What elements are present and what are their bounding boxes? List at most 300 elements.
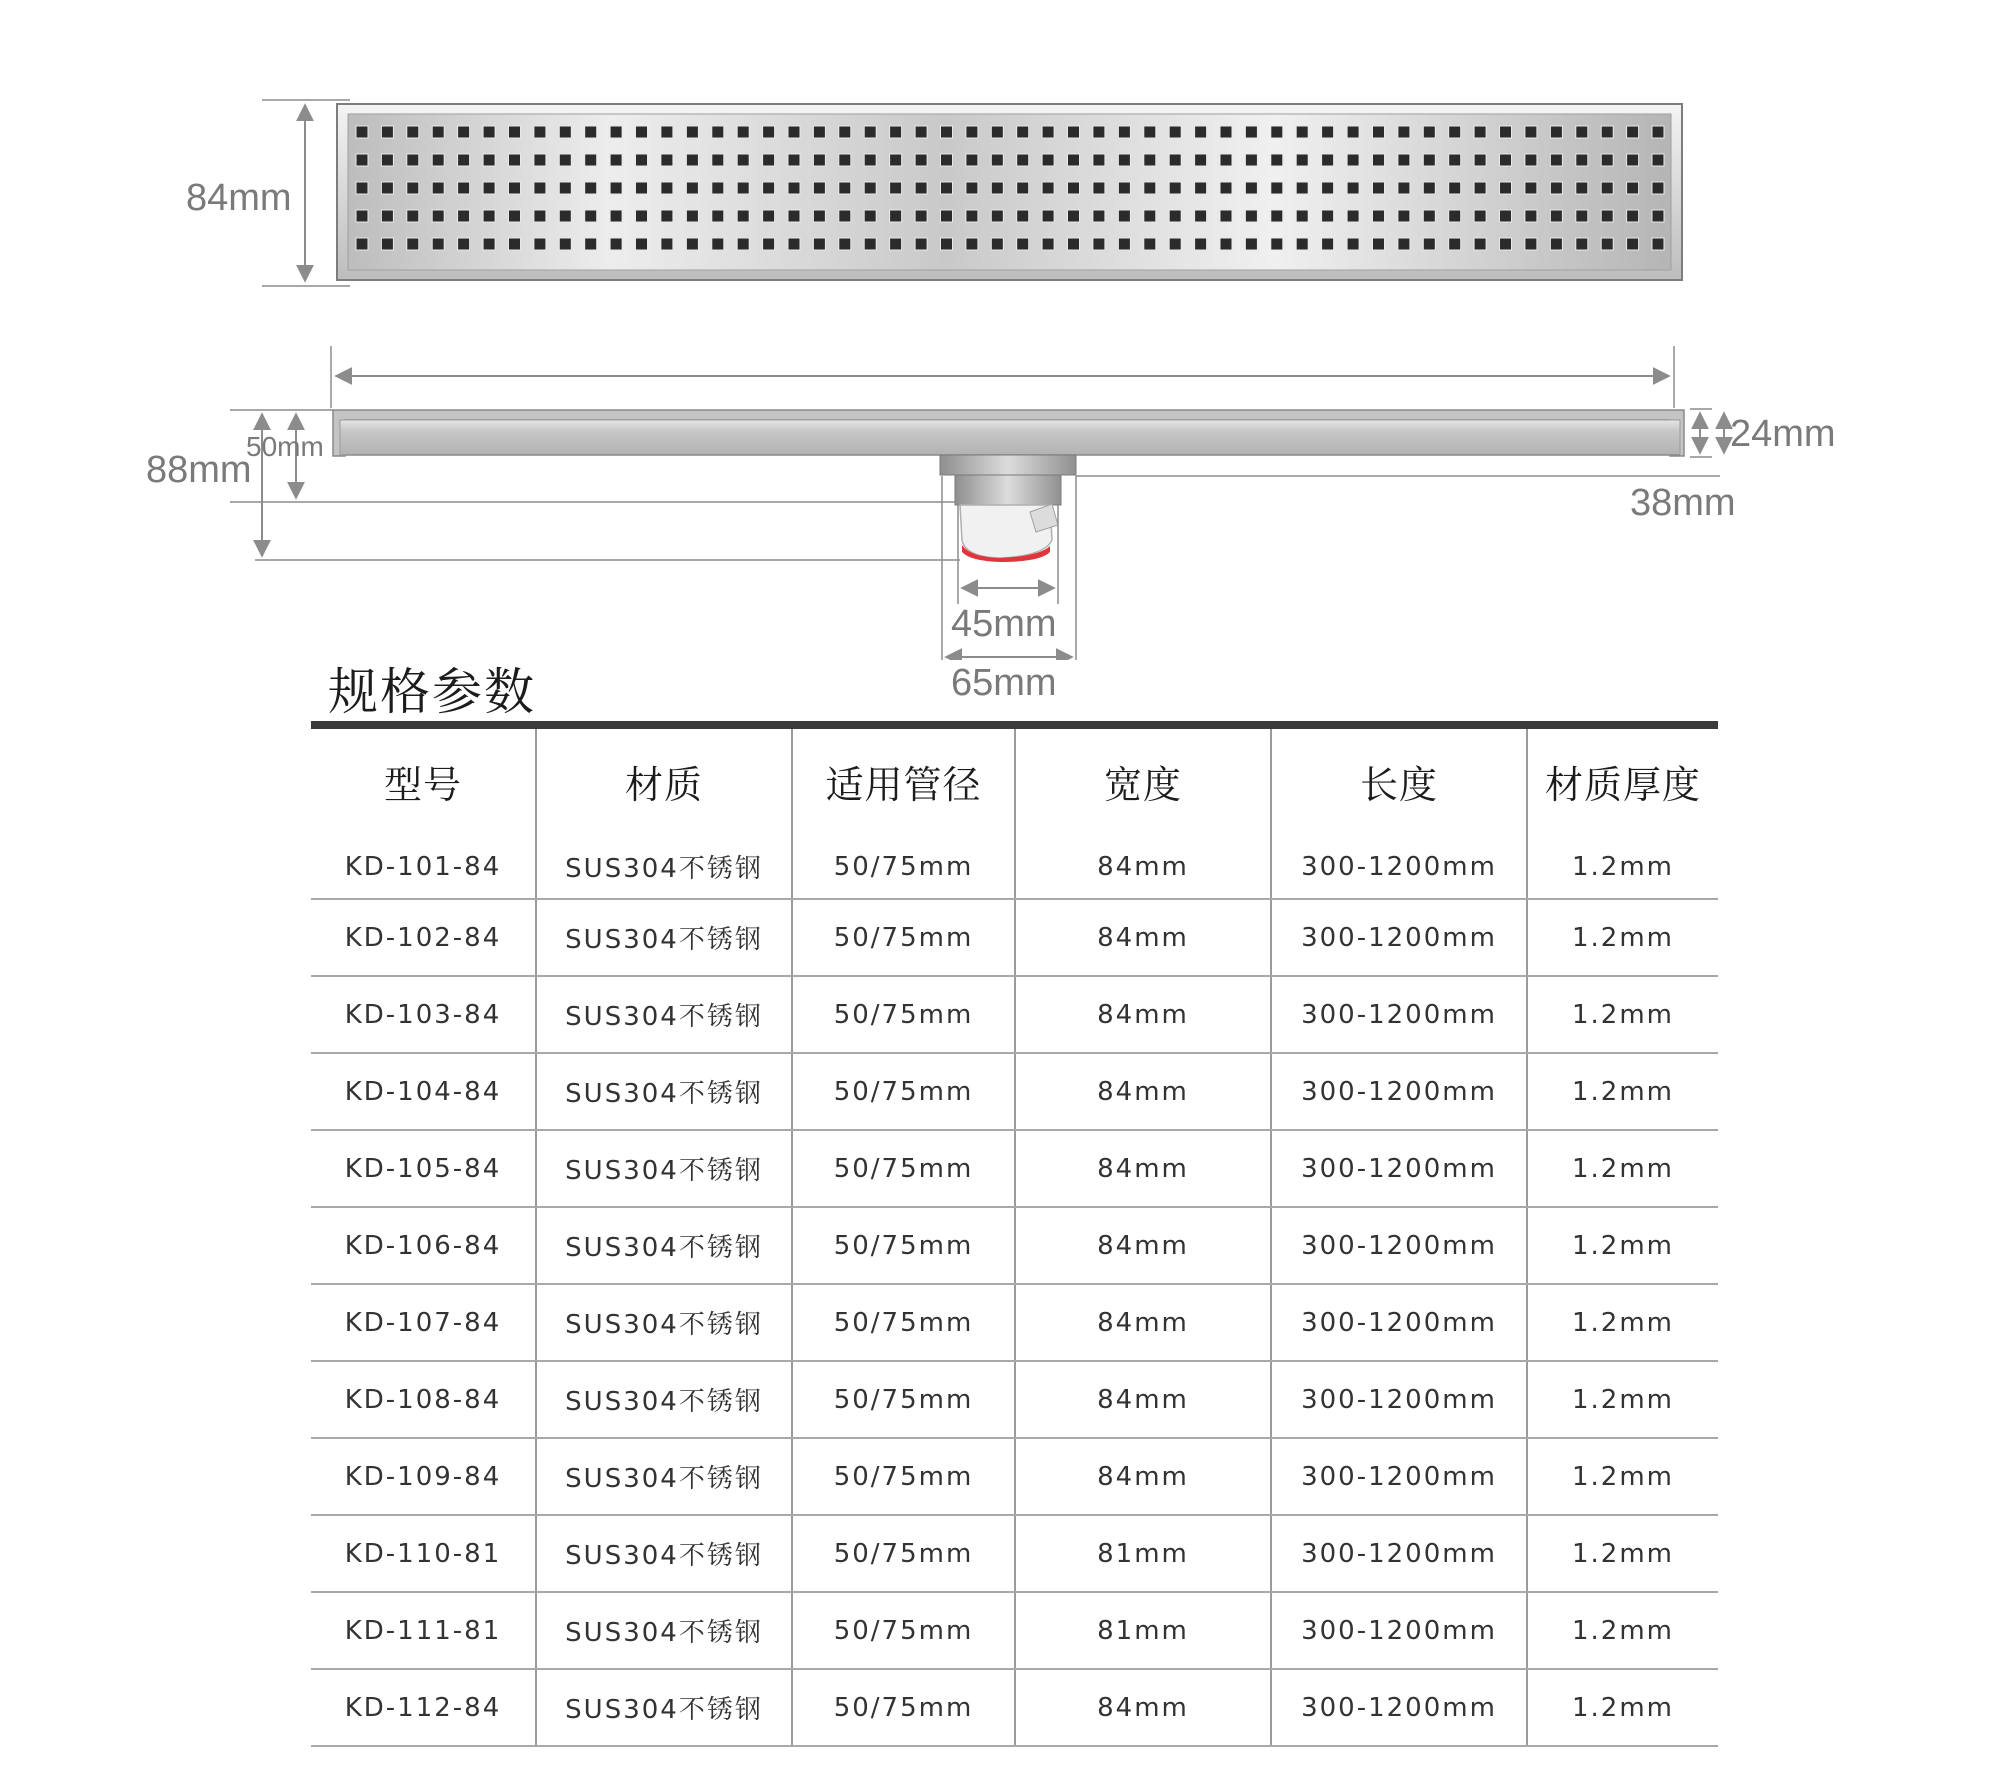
grate-hole xyxy=(1093,182,1105,194)
grate-hole xyxy=(1322,238,1334,250)
grate-hole xyxy=(610,126,622,138)
grate-hole xyxy=(813,210,825,222)
grate-hole xyxy=(1042,154,1054,166)
cell-model: KD-102-84 xyxy=(311,899,536,976)
cell-pipe-diameter: 50/75mm xyxy=(792,1438,1015,1515)
grate-hole xyxy=(458,154,470,166)
grate-hole xyxy=(1245,238,1257,250)
cell-model: KD-105-84 xyxy=(311,1130,536,1207)
grate-hole xyxy=(509,210,521,222)
grate-hole xyxy=(890,154,902,166)
grate-hole xyxy=(1296,154,1308,166)
grate-hole xyxy=(1627,126,1639,138)
grate-hole xyxy=(763,182,775,194)
grate-hole xyxy=(661,126,673,138)
cell-model: KD-101-84 xyxy=(311,835,536,899)
grate-hole xyxy=(381,126,393,138)
grate-hole xyxy=(1296,126,1308,138)
grate-hole xyxy=(1652,182,1664,194)
grate-hole xyxy=(1474,210,1486,222)
spec-table xyxy=(311,729,1718,1747)
grate-hole xyxy=(1474,238,1486,250)
grate-hole xyxy=(1500,126,1512,138)
header-model: 型号 xyxy=(311,729,536,835)
grate-hole xyxy=(1296,182,1308,194)
grate-hole xyxy=(661,182,673,194)
cell-thickness: 1.2mm xyxy=(1527,976,1718,1053)
grate-hole xyxy=(1627,238,1639,250)
grate-hole xyxy=(915,238,927,250)
grate-hole xyxy=(559,238,571,250)
grate-hole xyxy=(1068,182,1080,194)
grate-hole xyxy=(1500,238,1512,250)
grate-hole xyxy=(1245,182,1257,194)
grate-hole xyxy=(1449,238,1461,250)
cell-width: 84mm xyxy=(1015,1669,1271,1746)
table-row xyxy=(311,899,1718,976)
grate-hole xyxy=(991,154,1003,166)
grate-hole xyxy=(585,210,597,222)
cell-length: 300-1200mm xyxy=(1271,835,1527,899)
grate-hole xyxy=(941,182,953,194)
grate-hole xyxy=(1042,238,1054,250)
grate-hole xyxy=(483,126,495,138)
grate-hole xyxy=(1449,154,1461,166)
grate-hole xyxy=(712,126,724,138)
grate-hole xyxy=(509,238,521,250)
cell-length: 300-1200mm xyxy=(1271,1361,1527,1438)
grate-hole xyxy=(1144,238,1156,250)
grate-hole xyxy=(1525,182,1537,194)
grate-hole xyxy=(686,154,698,166)
cell-material: SUS304不锈钢 xyxy=(536,1592,792,1669)
grate-hole xyxy=(585,154,597,166)
grate-hole xyxy=(941,126,953,138)
grate-hole xyxy=(839,126,851,138)
cell-pipe-diameter: 50/75mm xyxy=(792,1361,1015,1438)
grate-hole xyxy=(1017,154,1029,166)
grate-hole xyxy=(1398,210,1410,222)
grate-hole xyxy=(991,238,1003,250)
grate-hole xyxy=(1144,154,1156,166)
grate-hole xyxy=(991,126,1003,138)
grate-hole xyxy=(1296,238,1308,250)
grate-hole xyxy=(1017,126,1029,138)
cell-pipe-diameter: 50/75mm xyxy=(792,1592,1015,1669)
grate-hole xyxy=(941,154,953,166)
header-pipe-diameter: 适用管径 xyxy=(792,729,1015,835)
grate-hole xyxy=(1322,182,1334,194)
grate-hole xyxy=(1576,154,1588,166)
header-length: 长度 xyxy=(1271,729,1527,835)
table-row xyxy=(311,1592,1718,1669)
cell-model: KD-104-84 xyxy=(311,1053,536,1130)
grate-hole xyxy=(1423,126,1435,138)
grate-hole xyxy=(381,238,393,250)
table-row xyxy=(311,1130,1718,1207)
cell-pipe-diameter: 50/75mm xyxy=(792,1669,1015,1746)
cell-pipe-diameter: 50/75mm xyxy=(792,1284,1015,1361)
grate-hole xyxy=(1144,210,1156,222)
grate-hole xyxy=(1068,154,1080,166)
grate-hole xyxy=(763,238,775,250)
grate-hole xyxy=(534,126,546,138)
grate-hole xyxy=(610,238,622,250)
grate-hole xyxy=(432,154,444,166)
grate-hole xyxy=(737,238,749,250)
grate-hole xyxy=(559,210,571,222)
grate-hole xyxy=(509,182,521,194)
cell-material: SUS304不锈钢 xyxy=(536,1207,792,1284)
cell-material: SUS304不锈钢 xyxy=(536,1669,792,1746)
grate-hole xyxy=(915,126,927,138)
grate-hole xyxy=(1245,210,1257,222)
grate-hole xyxy=(1474,182,1486,194)
grate-hole xyxy=(407,238,419,250)
grate-hole xyxy=(661,210,673,222)
grate-hole xyxy=(610,182,622,194)
cell-model: KD-112-84 xyxy=(311,1669,536,1746)
grate-hole xyxy=(1220,154,1232,166)
grate-hole xyxy=(1500,210,1512,222)
grate-hole xyxy=(1347,126,1359,138)
grate-hole xyxy=(1652,126,1664,138)
grate-hole xyxy=(991,210,1003,222)
cell-thickness: 1.2mm xyxy=(1527,1130,1718,1207)
grate-hole xyxy=(381,182,393,194)
grate-hole xyxy=(1144,126,1156,138)
cell-material: SUS304不锈钢 xyxy=(536,1053,792,1130)
cell-thickness: 1.2mm xyxy=(1527,835,1718,899)
cell-pipe-diameter: 50/75mm xyxy=(792,899,1015,976)
cell-width: 81mm xyxy=(1015,1515,1271,1592)
cell-model: KD-109-84 xyxy=(311,1438,536,1515)
grate-hole xyxy=(864,126,876,138)
grate-hole xyxy=(1373,238,1385,250)
grate-hole xyxy=(1118,126,1130,138)
grate-hole xyxy=(1169,126,1181,138)
product-drawing xyxy=(0,0,2000,660)
grate-hole xyxy=(1093,238,1105,250)
grate-hole xyxy=(686,210,698,222)
grate-hole xyxy=(1322,154,1334,166)
grate-hole xyxy=(890,210,902,222)
grate-hole xyxy=(458,126,470,138)
grate-hole xyxy=(407,154,419,166)
dim-outlet-offset-label: 38mm xyxy=(1630,482,1736,524)
cell-material: SUS304不锈钢 xyxy=(536,976,792,1053)
grate-hole xyxy=(1017,238,1029,250)
grate-hole xyxy=(966,238,978,250)
cell-length: 300-1200mm xyxy=(1271,899,1527,976)
grate-hole xyxy=(1449,126,1461,138)
grate-hole xyxy=(1169,238,1181,250)
table-row xyxy=(311,1669,1718,1746)
cell-material: SUS304不锈钢 xyxy=(536,1284,792,1361)
grate-hole xyxy=(788,210,800,222)
grate-hole xyxy=(1017,210,1029,222)
cell-width: 84mm xyxy=(1015,1130,1271,1207)
header-width: 宽度 xyxy=(1015,729,1271,835)
grate-hole xyxy=(356,210,368,222)
grate-hole xyxy=(712,238,724,250)
grate-hole xyxy=(1601,210,1613,222)
cell-pipe-diameter: 50/75mm xyxy=(792,976,1015,1053)
grate-hole xyxy=(1322,126,1334,138)
cell-length: 300-1200mm xyxy=(1271,1669,1527,1746)
cell-pipe-diameter: 50/75mm xyxy=(792,1207,1015,1284)
dim-profile-height-label: 24mm xyxy=(1730,413,1836,455)
grate-hole xyxy=(1118,182,1130,194)
spec-header-row xyxy=(311,729,1718,835)
grate-hole xyxy=(1118,154,1130,166)
grate-hole xyxy=(559,154,571,166)
grate-hole xyxy=(1042,210,1054,222)
grate-hole xyxy=(559,182,571,194)
grate-hole xyxy=(763,126,775,138)
grate-hole xyxy=(1169,210,1181,222)
grate-hole xyxy=(1576,126,1588,138)
grate-hole xyxy=(1398,182,1410,194)
cell-material: SUS304不锈钢 xyxy=(536,1130,792,1207)
cell-width: 84mm xyxy=(1015,976,1271,1053)
grate-hole xyxy=(407,182,419,194)
grate-hole xyxy=(1220,126,1232,138)
grate-hole xyxy=(941,210,953,222)
grate-hole xyxy=(1220,238,1232,250)
grate-hole xyxy=(1423,210,1435,222)
grate-hole xyxy=(1627,210,1639,222)
cell-width: 84mm xyxy=(1015,899,1271,976)
dim-outlet-outer-label: 65mm xyxy=(951,662,1057,704)
grate-hole xyxy=(509,126,521,138)
table-row xyxy=(311,1053,1718,1130)
dim-top-height-label: 84mm xyxy=(186,177,292,219)
grate-hole xyxy=(712,182,724,194)
cell-material: SUS304不锈钢 xyxy=(536,1438,792,1515)
grate-hole xyxy=(636,154,648,166)
grate-hole xyxy=(1525,210,1537,222)
drain-outlet xyxy=(940,455,1076,562)
grate-hole xyxy=(1195,210,1207,222)
grate-hole xyxy=(1144,182,1156,194)
grate-hole xyxy=(864,182,876,194)
grate-hole xyxy=(1347,154,1359,166)
cell-thickness: 1.2mm xyxy=(1527,1207,1718,1284)
grate-hole xyxy=(1169,182,1181,194)
grate-hole xyxy=(1398,154,1410,166)
grate-hole xyxy=(610,210,622,222)
cell-material: SUS304不锈钢 xyxy=(536,899,792,976)
grate-hole xyxy=(737,154,749,166)
grate-hole xyxy=(1423,238,1435,250)
grate-hole xyxy=(1068,238,1080,250)
grate-hole xyxy=(737,182,749,194)
dim-inner-height-label: 50mm xyxy=(246,431,324,462)
grate-hole xyxy=(915,154,927,166)
cell-length: 300-1200mm xyxy=(1271,1053,1527,1130)
grate-hole xyxy=(458,238,470,250)
grate-hole xyxy=(534,238,546,250)
grate-hole xyxy=(839,154,851,166)
spec-title: 规格参数 xyxy=(328,663,536,721)
grate-hole xyxy=(1373,210,1385,222)
grate-hole xyxy=(1525,154,1537,166)
top-view-grate xyxy=(348,114,1671,270)
grate-hole xyxy=(407,126,419,138)
cell-pipe-diameter: 50/75mm xyxy=(792,1130,1015,1207)
grate-hole xyxy=(1449,182,1461,194)
grate-hole xyxy=(1576,238,1588,250)
cell-material: SUS304不锈钢 xyxy=(536,1515,792,1592)
grate-hole xyxy=(1271,154,1283,166)
grate-hole xyxy=(356,126,368,138)
cell-model: KD-107-84 xyxy=(311,1284,536,1361)
grate-hole xyxy=(1373,154,1385,166)
grate-hole xyxy=(432,182,444,194)
grate-hole xyxy=(864,238,876,250)
grate-hole xyxy=(585,126,597,138)
grate-hole xyxy=(1550,210,1562,222)
grate-hole xyxy=(864,210,876,222)
cell-width: 84mm xyxy=(1015,1284,1271,1361)
cell-length: 300-1200mm xyxy=(1271,1207,1527,1284)
grate-hole xyxy=(356,182,368,194)
grate-hole xyxy=(1118,210,1130,222)
grate-hole xyxy=(890,126,902,138)
grate-hole xyxy=(1195,126,1207,138)
grate-hole xyxy=(1423,182,1435,194)
cell-length: 300-1200mm xyxy=(1271,1515,1527,1592)
cell-width: 84mm xyxy=(1015,1053,1271,1130)
cell-width: 81mm xyxy=(1015,1592,1271,1669)
dim-top-height xyxy=(186,100,350,286)
grate-hole xyxy=(1627,154,1639,166)
grate-hole xyxy=(1017,182,1029,194)
grate-hole xyxy=(813,126,825,138)
cell-thickness: 1.2mm xyxy=(1527,1592,1718,1669)
cell-material: SUS304不锈钢 xyxy=(536,835,792,899)
grate-hole xyxy=(1652,154,1664,166)
grate-hole xyxy=(458,182,470,194)
table-row xyxy=(311,1207,1718,1284)
grate-hole xyxy=(966,210,978,222)
grate-hole xyxy=(1449,210,1461,222)
cell-thickness: 1.2mm xyxy=(1527,1053,1718,1130)
grate-hole xyxy=(788,126,800,138)
grate-hole xyxy=(839,210,851,222)
cell-width: 84mm xyxy=(1015,1438,1271,1515)
table-row xyxy=(311,1515,1718,1592)
table-row xyxy=(311,1438,1718,1515)
grate-hole xyxy=(1601,182,1613,194)
grate-hole xyxy=(1652,238,1664,250)
cell-model: KD-111-81 xyxy=(311,1592,536,1669)
grate-hole xyxy=(661,154,673,166)
grate-hole xyxy=(381,154,393,166)
grate-hole xyxy=(483,154,495,166)
grate-hole xyxy=(1525,238,1537,250)
grate-hole xyxy=(1195,154,1207,166)
grate-hole xyxy=(483,210,495,222)
grate-hole xyxy=(1474,126,1486,138)
grate-hole xyxy=(712,210,724,222)
grate-hole xyxy=(1118,238,1130,250)
grate-hole xyxy=(686,182,698,194)
grate-hole xyxy=(788,182,800,194)
grate-hole xyxy=(636,182,648,194)
grate-hole xyxy=(1398,126,1410,138)
cell-thickness: 1.2mm xyxy=(1527,1361,1718,1438)
cell-thickness: 1.2mm xyxy=(1527,1515,1718,1592)
grate-hole xyxy=(534,182,546,194)
grate-hole xyxy=(381,210,393,222)
grate-hole xyxy=(585,238,597,250)
cell-thickness: 1.2mm xyxy=(1527,899,1718,976)
grate-hole xyxy=(788,154,800,166)
grate-hole xyxy=(1550,238,1562,250)
grate-hole xyxy=(813,182,825,194)
grate-hole xyxy=(483,182,495,194)
cell-thickness: 1.2mm xyxy=(1527,1669,1718,1746)
cell-length: 300-1200mm xyxy=(1271,1438,1527,1515)
grate-hole xyxy=(1627,182,1639,194)
grate-hole xyxy=(890,238,902,250)
grate-hole xyxy=(1423,154,1435,166)
grate-hole xyxy=(1220,182,1232,194)
grate-hole xyxy=(1245,154,1257,166)
grate-hole xyxy=(1271,182,1283,194)
grate-hole xyxy=(534,154,546,166)
grate-hole xyxy=(1601,238,1613,250)
header-material: 材质 xyxy=(536,729,792,835)
grate-hole xyxy=(915,182,927,194)
cell-pipe-diameter: 50/75mm xyxy=(792,835,1015,899)
cell-length: 300-1200mm xyxy=(1271,1284,1527,1361)
grate-hole xyxy=(966,182,978,194)
grate-hole xyxy=(1195,182,1207,194)
grate-hole xyxy=(483,238,495,250)
grate-hole xyxy=(1373,182,1385,194)
grate-hole xyxy=(737,126,749,138)
cell-model: KD-108-84 xyxy=(311,1361,536,1438)
cell-thickness: 1.2mm xyxy=(1527,1438,1718,1515)
grate-hole xyxy=(813,238,825,250)
grate-hole xyxy=(1550,154,1562,166)
grate-hole xyxy=(610,154,622,166)
grate-hole xyxy=(991,182,1003,194)
grate-hole xyxy=(1220,210,1232,222)
grate-hole xyxy=(1296,210,1308,222)
grate-hole xyxy=(1398,238,1410,250)
grate-hole xyxy=(356,154,368,166)
grate-hole xyxy=(1550,126,1562,138)
grate-hole xyxy=(915,210,927,222)
grate-hole xyxy=(636,238,648,250)
grate-hole xyxy=(890,182,902,194)
grate-hole xyxy=(1093,154,1105,166)
grate-hole xyxy=(661,238,673,250)
grate-hole xyxy=(432,210,444,222)
grate-hole xyxy=(458,210,470,222)
grate-hole xyxy=(1042,126,1054,138)
grate-hole xyxy=(432,126,444,138)
grate-hole xyxy=(1271,126,1283,138)
cell-width: 84mm xyxy=(1015,835,1271,899)
grate-hole xyxy=(686,126,698,138)
cell-width: 84mm xyxy=(1015,1361,1271,1438)
grate-hole xyxy=(585,182,597,194)
